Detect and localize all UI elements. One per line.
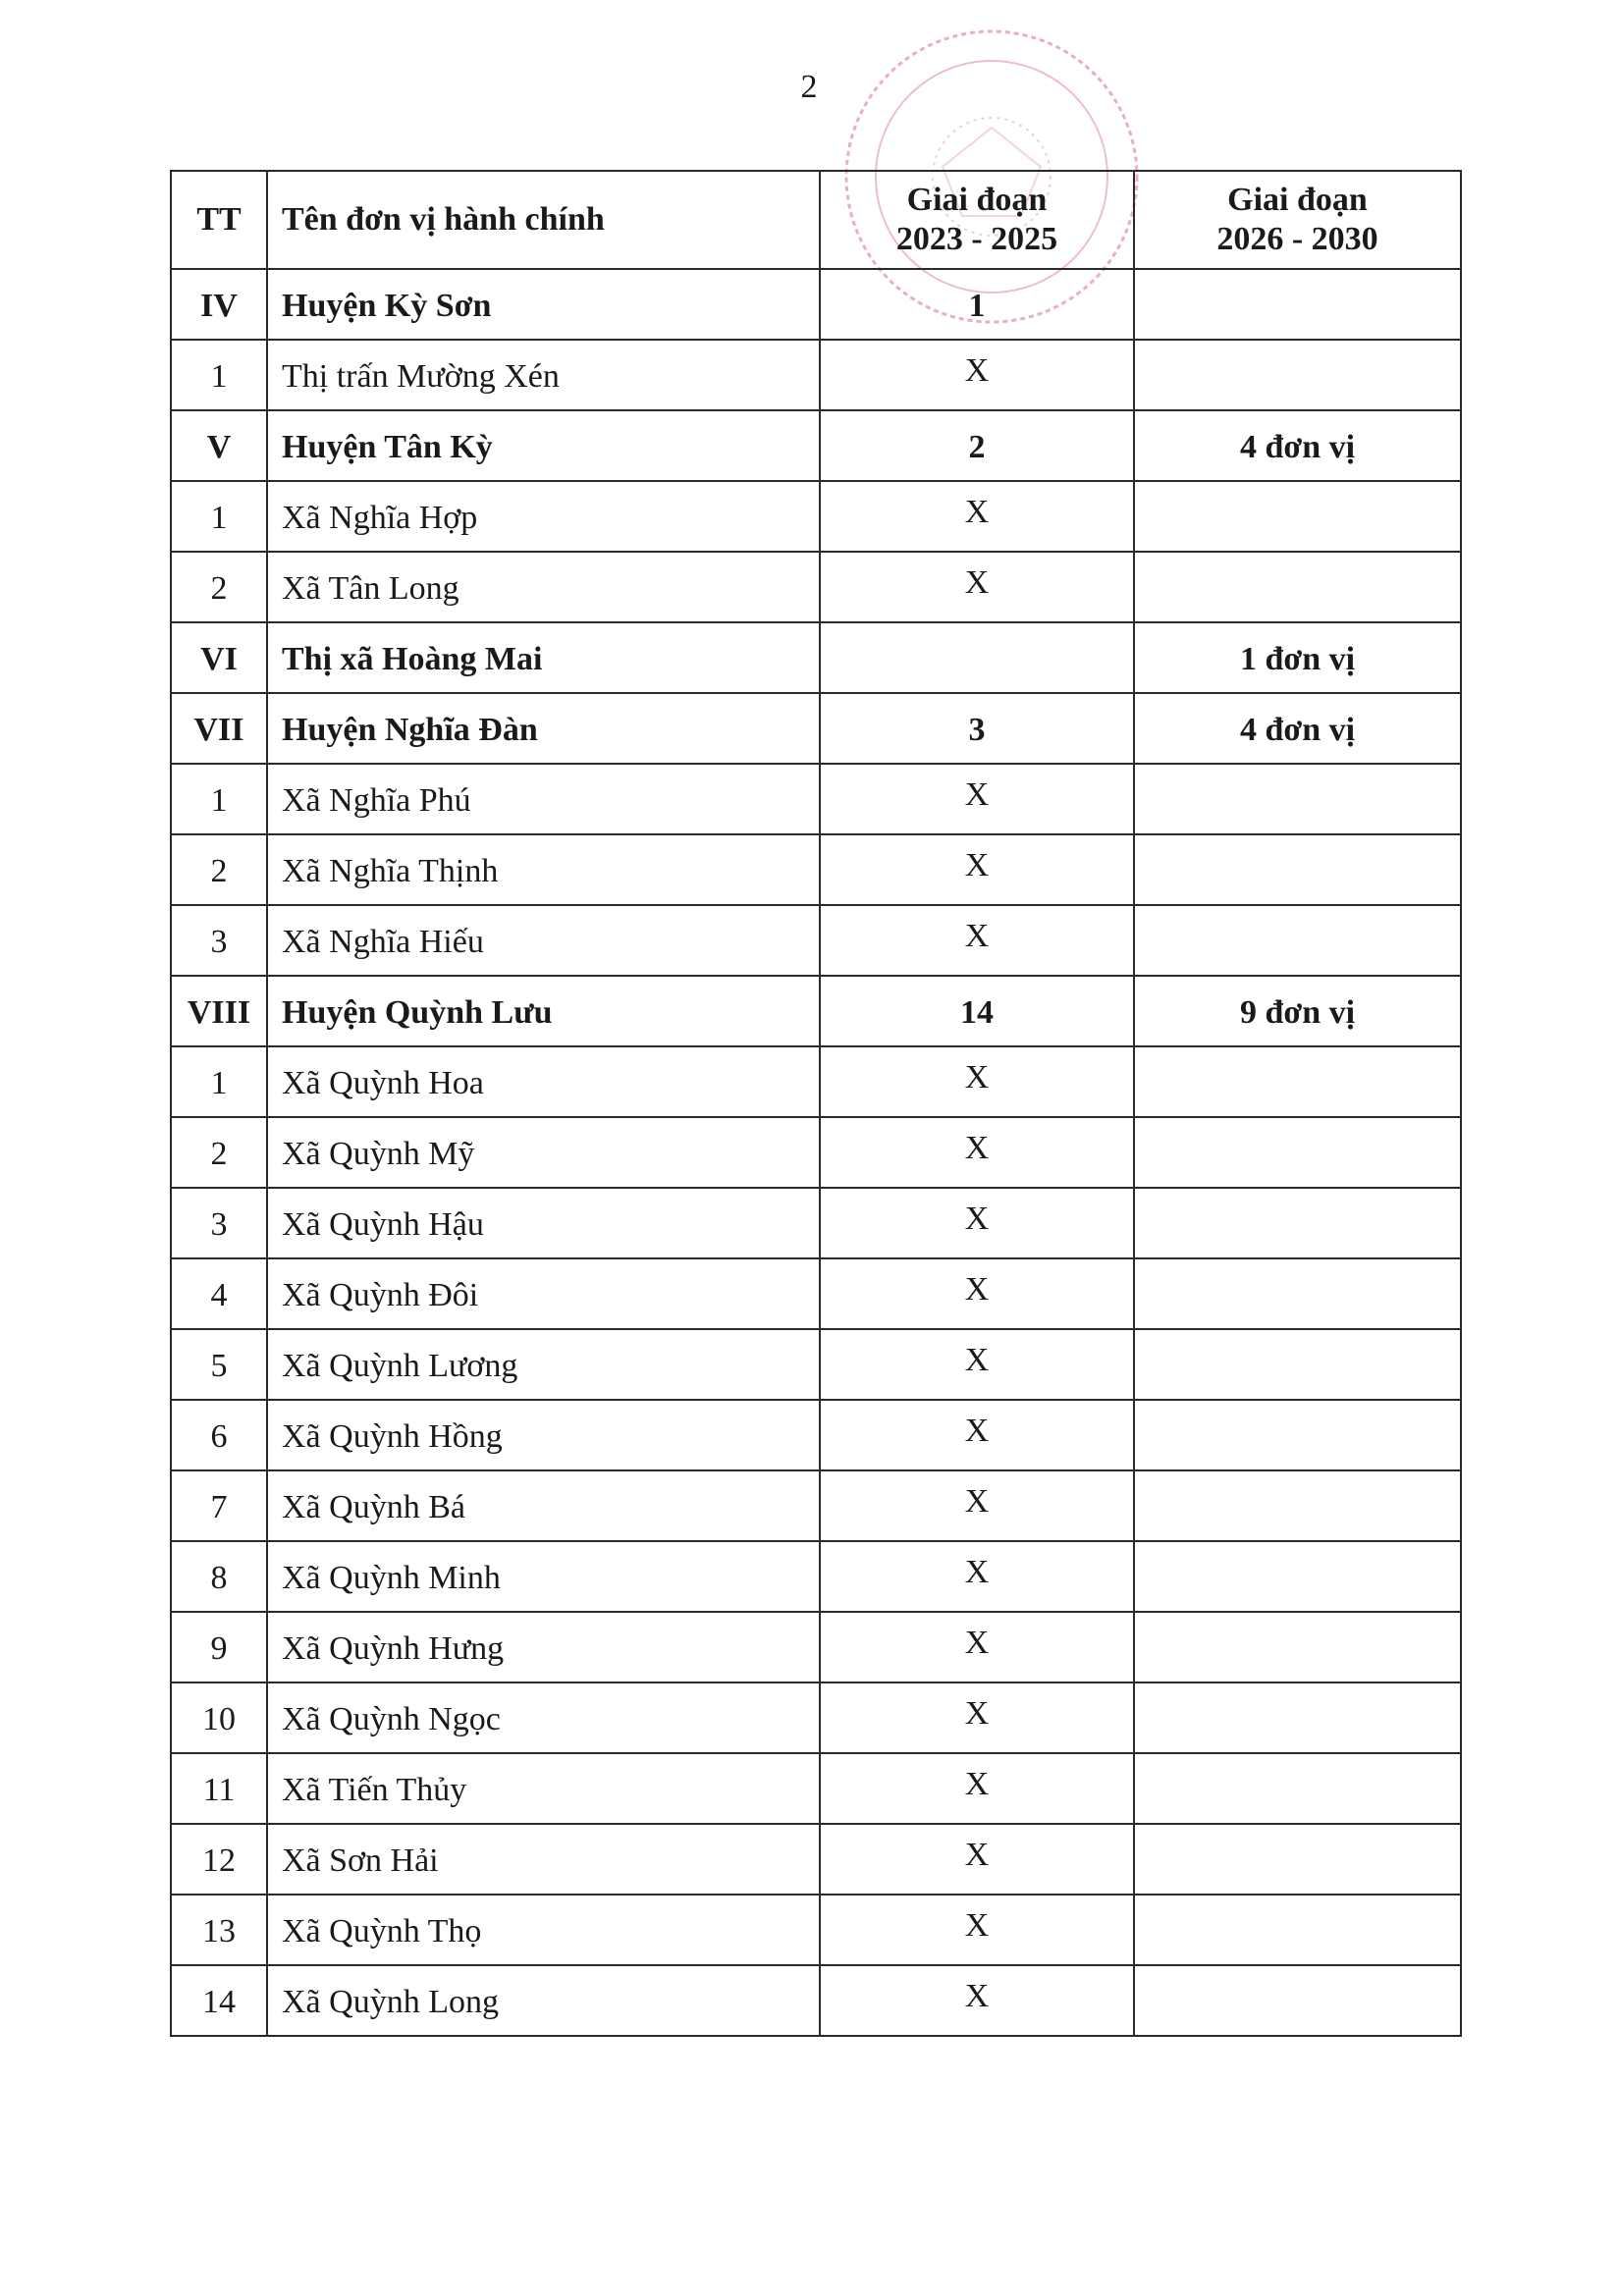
row-unit-name: Xã Sơn Hải <box>267 1824 820 1895</box>
row-period-2026-2030: 9 đơn vị <box>1134 976 1461 1046</box>
header-period-2026-2030-line2: 2026 - 2030 <box>1216 221 1378 257</box>
row-tt: V <box>171 410 267 481</box>
row-period-2023-2025: X <box>820 1895 1134 1965</box>
row-unit-name: Xã Nghĩa Thịnh <box>267 834 820 905</box>
row-period-2023-2025: X <box>820 1400 1134 1470</box>
table-row <box>171 905 1461 976</box>
table-row <box>171 1541 1461 1612</box>
row-period-2023-2025: 1 <box>820 269 1134 340</box>
row-tt: 5 <box>171 1329 267 1400</box>
row-unit-name: Xã Quỳnh Hồng <box>267 1400 820 1470</box>
table-row <box>171 1612 1461 1682</box>
row-period-2023-2025: X <box>820 764 1134 834</box>
row-period-2023-2025: X <box>820 905 1134 976</box>
row-tt: 8 <box>171 1541 267 1612</box>
row-unit-name: Xã Quỳnh Minh <box>267 1541 820 1612</box>
row-tt: 7 <box>171 1470 267 1541</box>
table-body <box>171 269 1461 2036</box>
table-row <box>171 552 1461 622</box>
row-tt: 6 <box>171 1400 267 1470</box>
row-period-2026-2030 <box>1134 269 1461 340</box>
row-tt: 13 <box>171 1895 267 1965</box>
row-period-2023-2025 <box>820 622 1134 693</box>
table-row <box>171 481 1461 552</box>
row-unit-name: Xã Nghĩa Hợp <box>267 481 820 552</box>
row-period-2026-2030 <box>1134 1541 1461 1612</box>
row-period-2026-2030 <box>1134 340 1461 410</box>
table-row <box>171 1258 1461 1329</box>
administrative-units-table <box>170 170 1462 2037</box>
row-unit-name: Xã Quỳnh Mỹ <box>267 1117 820 1188</box>
row-period-2026-2030 <box>1134 1753 1461 1824</box>
header-period-2023-2025-line1: Giai đoạn <box>906 182 1048 218</box>
row-period-2023-2025: X <box>820 481 1134 552</box>
row-period-2023-2025: 3 <box>820 693 1134 764</box>
row-unit-name: Huyện Kỳ Sơn <box>267 269 820 340</box>
row-tt: 1 <box>171 764 267 834</box>
header-period-2026-2030 <box>1134 171 1461 269</box>
row-period-2026-2030 <box>1134 1117 1461 1188</box>
row-unit-name: Xã Quỳnh Hưng <box>267 1612 820 1682</box>
header-period-2026-2030-line1: Giai đoạn <box>1227 182 1368 218</box>
row-period-2023-2025: X <box>820 1541 1134 1612</box>
row-period-2026-2030 <box>1134 1188 1461 1258</box>
table-row-district <box>171 976 1461 1046</box>
table-row <box>171 1117 1461 1188</box>
row-period-2026-2030 <box>1134 1895 1461 1965</box>
row-tt: 2 <box>171 1117 267 1188</box>
row-unit-name: Huyện Quỳnh Lưu <box>267 976 820 1046</box>
row-period-2023-2025: X <box>820 1965 1134 2036</box>
row-period-2023-2025: X <box>820 1612 1134 1682</box>
row-tt: 14 <box>171 1965 267 2036</box>
row-tt: 2 <box>171 834 267 905</box>
row-tt: 9 <box>171 1612 267 1682</box>
row-unit-name: Xã Quỳnh Hậu <box>267 1188 820 1258</box>
row-period-2023-2025: 2 <box>820 410 1134 481</box>
row-tt: 12 <box>171 1824 267 1895</box>
row-period-2023-2025: X <box>820 1329 1134 1400</box>
header-period-2023-2025-line2: 2023 - 2025 <box>895 221 1058 257</box>
row-unit-name: Xã Quỳnh Đôi <box>267 1258 820 1329</box>
table-row-district <box>171 622 1461 693</box>
row-period-2026-2030 <box>1134 834 1461 905</box>
header-tt: TT <box>171 171 267 269</box>
row-period-2026-2030 <box>1134 481 1461 552</box>
row-unit-name: Xã Nghĩa Phú <box>267 764 820 834</box>
row-tt: 1 <box>171 1046 267 1117</box>
row-unit-name: Xã Tiến Thủy <box>267 1753 820 1824</box>
row-period-2026-2030 <box>1134 1258 1461 1329</box>
table-row <box>171 340 1461 410</box>
row-period-2026-2030 <box>1134 552 1461 622</box>
row-period-2026-2030 <box>1134 1682 1461 1753</box>
row-period-2023-2025: X <box>820 552 1134 622</box>
row-period-2023-2025: 14 <box>820 976 1134 1046</box>
row-tt: 1 <box>171 340 267 410</box>
header-period-2023-2025 <box>820 171 1134 269</box>
row-period-2023-2025: X <box>820 1188 1134 1258</box>
row-period-2023-2025: X <box>820 834 1134 905</box>
row-period-2023-2025: X <box>820 340 1134 410</box>
row-tt: VII <box>171 693 267 764</box>
row-tt: 1 <box>171 481 267 552</box>
row-tt: 10 <box>171 1682 267 1753</box>
table-row <box>171 1753 1461 1824</box>
row-unit-name: Xã Quỳnh Long <box>267 1965 820 2036</box>
table-row <box>171 764 1461 834</box>
row-unit-name: Xã Tân Long <box>267 552 820 622</box>
row-period-2026-2030 <box>1134 1400 1461 1470</box>
row-period-2026-2030: 1 đơn vị <box>1134 622 1461 693</box>
row-unit-name: Xã Quỳnh Ngọc <box>267 1682 820 1753</box>
row-period-2026-2030: 4 đơn vị <box>1134 693 1461 764</box>
row-unit-name: Huyện Tân Kỳ <box>267 410 820 481</box>
row-period-2023-2025: X <box>820 1470 1134 1541</box>
row-unit-name: Xã Quỳnh Bá <box>267 1470 820 1541</box>
table-row <box>171 834 1461 905</box>
table-row <box>171 1470 1461 1541</box>
row-period-2026-2030 <box>1134 1470 1461 1541</box>
table-header-row <box>171 171 1461 269</box>
table-row <box>171 1965 1461 2036</box>
row-unit-name: Thị xã Hoàng Mai <box>267 622 820 693</box>
row-unit-name: Xã Quỳnh Hoa <box>267 1046 820 1117</box>
row-tt: IV <box>171 269 267 340</box>
table-row-district <box>171 410 1461 481</box>
table-row <box>171 1682 1461 1753</box>
row-unit-name: Xã Quỳnh Lương <box>267 1329 820 1400</box>
row-period-2023-2025: X <box>820 1117 1134 1188</box>
row-period-2026-2030 <box>1134 1046 1461 1117</box>
row-unit-name: Xã Nghĩa Hiếu <box>267 905 820 976</box>
table-row-district <box>171 693 1461 764</box>
row-tt: 2 <box>171 552 267 622</box>
row-period-2026-2030 <box>1134 905 1461 976</box>
row-unit-name: Thị trấn Mường Xén <box>267 340 820 410</box>
table-row <box>171 1046 1461 1117</box>
row-unit-name: Xã Quỳnh Thọ <box>267 1895 820 1965</box>
row-period-2026-2030 <box>1134 1965 1461 2036</box>
row-period-2023-2025: X <box>820 1258 1134 1329</box>
row-period-2023-2025: X <box>820 1824 1134 1895</box>
row-tt: 3 <box>171 905 267 976</box>
row-period-2023-2025: X <box>820 1046 1134 1117</box>
header-unit-name: Tên đơn vị hành chính <box>267 171 820 269</box>
page-number: 2 <box>800 69 818 105</box>
row-tt: VIII <box>171 976 267 1046</box>
row-period-2026-2030 <box>1134 1612 1461 1682</box>
table-row <box>171 1824 1461 1895</box>
row-tt: 3 <box>171 1188 267 1258</box>
row-tt: VI <box>171 622 267 693</box>
row-period-2026-2030 <box>1134 1824 1461 1895</box>
row-unit-name: Huyện Nghĩa Đàn <box>267 693 820 764</box>
row-period-2026-2030 <box>1134 1329 1461 1400</box>
row-period-2026-2030 <box>1134 764 1461 834</box>
table-row <box>171 1188 1461 1258</box>
row-period-2023-2025: X <box>820 1753 1134 1824</box>
table-row <box>171 1400 1461 1470</box>
row-period-2023-2025: X <box>820 1682 1134 1753</box>
table-row <box>171 1329 1461 1400</box>
row-period-2026-2030: 4 đơn vị <box>1134 410 1461 481</box>
row-tt: 4 <box>171 1258 267 1329</box>
row-tt: 11 <box>171 1753 267 1824</box>
table-row <box>171 1895 1461 1965</box>
table-row-district <box>171 269 1461 340</box>
